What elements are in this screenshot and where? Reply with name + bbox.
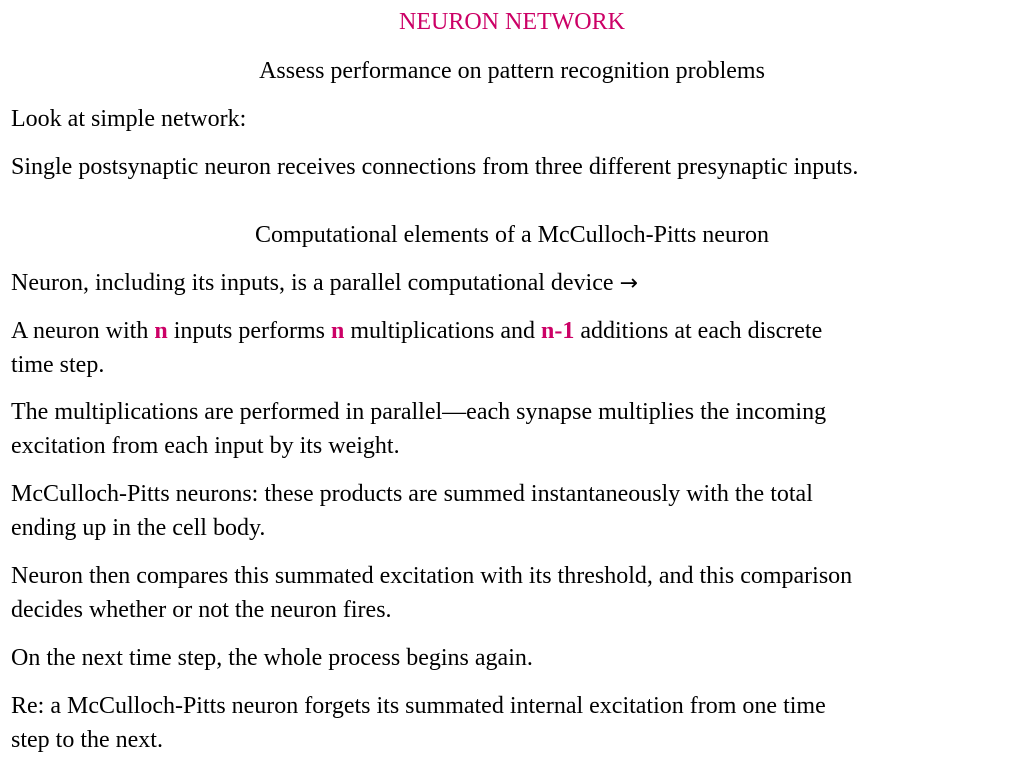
mcculloch-pitts-text-line2: ending up in the cell body. bbox=[11, 515, 266, 541]
slide-subtitle: Assess performance on pattern recognition problems bbox=[259, 58, 765, 84]
right-arrow-icon: → bbox=[619, 271, 638, 296]
threshold-text-line1: Neuron then compares this summated excitation with its threshold, and this comparison bbox=[11, 563, 853, 589]
mcculloch-pitts-text-line1: McCulloch-Pitts neurons: these products are summed instantaneously with the total bbox=[11, 481, 813, 507]
look-at-network-text: Look at simple network: bbox=[11, 106, 247, 132]
parallel-text-line1: The multiplications are performed in parallel—each synapse multiplies the incoming bbox=[11, 399, 827, 425]
mult-seg3: multiplications and bbox=[344, 318, 541, 344]
next-step-text: On the next time step, the whole process begins again. bbox=[11, 645, 533, 671]
n-highlight-1: n bbox=[154, 318, 168, 344]
threshold-text-line2: decides whether or not the neuron fires. bbox=[11, 597, 392, 623]
forget-text-line2: step to the next. bbox=[11, 727, 163, 753]
mult-seg1: A neuron with bbox=[11, 318, 155, 344]
parallel-device-text bbox=[11, 266, 1019, 301]
single-neuron-text: Single postsynaptic neuron receives connections from three different presynaptic inputs. bbox=[11, 154, 859, 180]
forget-text-line1: Re: a McCulloch-Pitts neuron forgets its summated internal excitation from one time bbox=[11, 693, 826, 719]
mult-seg4: additions at each discrete bbox=[574, 318, 823, 344]
section-heading: Computational elements of a McCulloch-Pitts neuron bbox=[255, 222, 769, 248]
multiplications-text-line1 bbox=[11, 314, 1019, 348]
n-highlight-2: n bbox=[331, 318, 345, 344]
parallel-device-label: Neuron, including its inputs, is a parallel computational device bbox=[11, 270, 620, 296]
multiplications-text-line2: time step. bbox=[11, 352, 105, 378]
parallel-text-line2: excitation from each input by its weight. bbox=[11, 433, 400, 459]
slide-title: NEURON NETWORK bbox=[399, 9, 625, 35]
n-minus-1-highlight: n-1 bbox=[541, 318, 575, 344]
mult-seg2: inputs performs bbox=[167, 318, 331, 344]
